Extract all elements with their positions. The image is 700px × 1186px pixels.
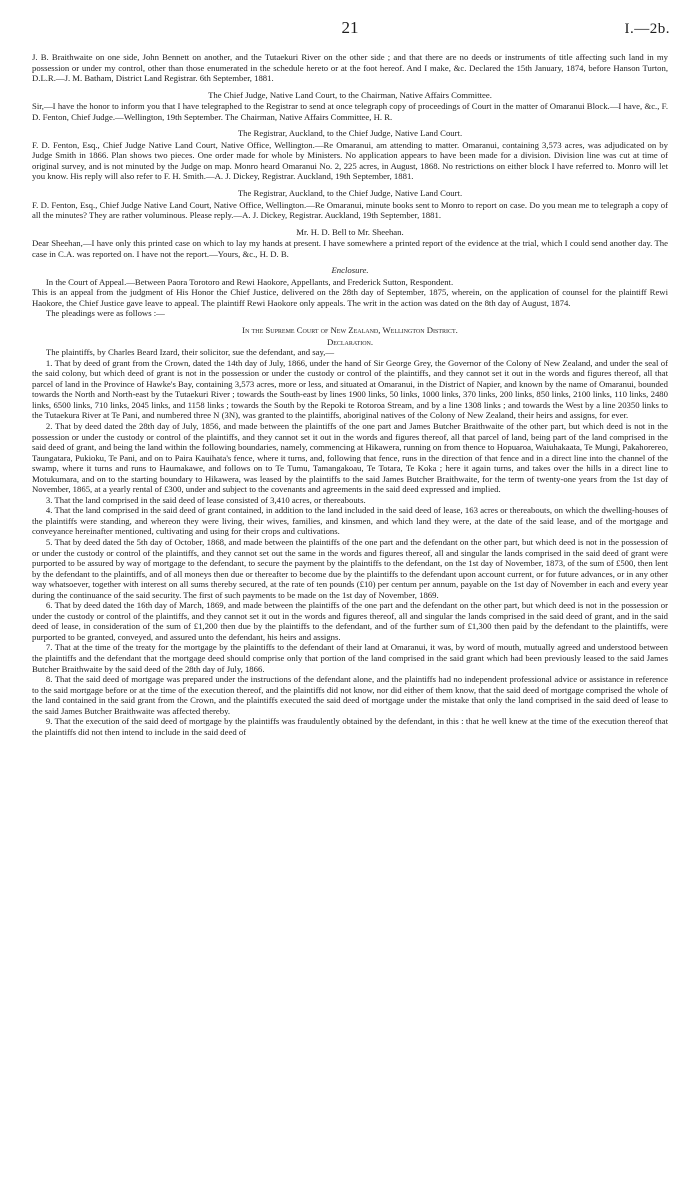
clause-8: 8. That the said deed of mortgage was prepared under the instructions of the defendant alone, and the plaintiffs had no independent professional advice or assistance in reference to the said mortgage before or at the time of the execution thereof, and the plaintiffs did not know, nor did either of them know, that the said deed of mortgage comprised the whole of the land contained in the said grant from the Crown, and the plaintiffs executed the said deed of mortgage under the mistake that only the land comprised in the said deed of lease to the said James Butcher Braithwaite was affected thereby. [32,674,668,716]
clause-7: 7. That at the time of the treaty for the mortgage by the plaintiffs to the defendant of their land at Omaranui, it was, by word of mouth, mutually agreed and understood between the plaintiffs and the defendant that the mortgage deed should comprise only that portion of the land comprised in the said grant which had been previously leased to the said James Butcher Braithwaite by the said deed of the 28th day of July, 1866. [32,642,668,674]
paragraph-chief-judge-letter: Sir,—I have the honor to inform you that I have telegraphed to the Registrar to send at once telegraph copy of proceedings of Court in the matter of Omaranui Block.—I have, &c., F. D. Fenton, Chief Judge.—Wellington, 19th September. The Chairman, Native Affairs Committee, H. R. [32,101,668,122]
paragraph-court-of-appeal: In the Court of Appeal.—Between Paora Torotoro and Rewi Haokore, Appellants, and Frederick Sutton, Respondent. [45,276,454,287]
declaration-heading: Declaration. [326,336,374,347]
clause-3: 3. That the land comprised in the said deed of lease consisted of 3,410 acres, or thereabouts. [45,494,366,505]
clause-6: 6. That by deed dated the 16th day of March, 1869, and made between the plaintiffs of the one part and the defendant on the other part, but which deed is not in the possession or under the custody or control of the plaintiffs, and they cannot set it out in the words and figures thereof, all and singular the lands comprised in the said deed of grant, and in the said deed of lease, in consideration of the sum of £1,200 then due by the plaintiffs to the defendant, and of the further sum of £1,300 then paid by the defendant to the plaintiffs, were purported to be granted, conveyed, and assured unto the defendant, his heirs and assigns. [32,600,668,642]
letter-heading-registrar-2: The Registrar, Auckland, to the Chief Judge, Native Land Court. [237,188,463,199]
letter-heading-registrar-1: The Registrar, Auckland, to the Chief Judge, Native Land Court. [237,128,463,139]
clause-1: 1. That by deed of grant from the Crown, dated the 14th day of July, 1866, under the hand of Sir George Grey, the Governor of the Colony of New Zealand, and under the seal of the said colony, but which deed of grant is not in the possession or under the custody or control of the plaintiffs, and they cannot set it out in the words and figures thereof, all that parcel of land in the Province of Hawke's Bay, containing 3,573 acres, more or less, and situated at Omaranui, in the District of Napier, and known by the name of Omaranui, bounded towards the North and North-east by the Tutaekuri River ; towards the South-east by lines 1900 links, 50 links, 1000 links, 370 links, 200 links, 850 links, 2100 links, 110 links, 2480 links, 6500 links, 710 links, 2045 links, and 1158 links ; towards the South by the Repoki te Rotoroa Stream, and by a line 1308 links ; and towards the West by a line 20350 links to the Tutaekura River at Te Pani, and numbered three N (3N), was granted to the plaintiffs, aboriginal natives of the Colony of New Zealand, their heirs and assigns, for ever. [32,357,668,421]
clause-9: 9. That the execution of the said deed of mortgage by the plaintiffs was fraudulently obtained by the defendant, in this : that he well knew at the time of the execution thereof that the plaintiffs did not then intend to include in the said deed of [32,716,668,737]
paragraph-registrar-telegram-1: F. D. Fenton, Esq., Chief Judge Native Land Court, Native Office, Wellington.—Re Omaranui, am attending to matter. Omaranui, containing 3,573 acres, was adjudicated on by Judge Smith in 1866. Plan shows two pieces. One order made for whole by Ministers. No application appears to have been made for a division. Division line was cut at time of original survey, and is not minuted by the Judge on map. Monro heard Omaranui No. 2, 225 acres, in August, 1868. No restrictions on either block I have referred to. Monro will let you know. His reply will also refer to F. H. Smith.—A. J. Dickey, Registrar. Auckland, 19th September, 1881. [32,139,668,182]
clause-5: 5. That by deed dated the 5th day of October, 1868, and made between the plaintiffs of the one part and the defendant on the other part, but which deed is not in the possession of or under the custody or control of the plaintiffs, and they cannot set out the same in the words and figures thereof, all and singular the lands comprised in the said deed of grant were purported to be assured by way of mortgage to the defendant, to secure the payment by the plaintiffs to the defendant, on the 1st day of November, 1873, of the sum of £500, then lent by the defendant to the plaintiffs, and of all moneys then due or thereafter to become due by the plaintiffs to the defendant upon account current, or for future advances, or in any other way whatsoever, together with interest on all sums thereby secured, at the rate of ten pounds (£10) per centum per annum, payable on the 1st day of November in each and every year during the continuance of the said security. The first of such payments to be made on the 1st day of November, 1869. [32,536,668,600]
paragraph-declaration-end: J. B. Braithwaite on one side, John Bennett on another, and the Tutaekuri River on the other side ; and that there are no deeds or instruments of title affecting such land in my possession or under my control, other than those enumerated in the schedule hereto or at the foot hereof. And I make, &c. Declared the 15th January, 1874, before Hanson Turton, D.L.R.—J. M. Batham, District Land Registrar. 6th September, 1881. [32,52,668,84]
paragraph-bell-letter: Dear Sheehan,—I have only this printed case on which to lay my hands at present. I have somewhere a printed report of the evidence at the trial, which I could send another day. The case in C.A. was reported on. I have not the report.—Yours, &c., H. D. B. [32,238,668,259]
paper-reference: I.—2b. [624,21,670,37]
paragraph-plaintiffs-sue: The plaintiffs, by Charles Beard Izard, their solicitor, sue the defendant, and say,— [45,347,335,358]
clause-2: 2. That by deed dated the 28th day of July, 1856, and made between the plaintiffs of the one part and James Butcher Braithwaite of the other part, but which deed is not in the possession or under the custody or control of the plaintiffs, and they cannot set it out in the words and figures thereof, all that parcel of land, being part of the land comprised in the said deed of grant, and being the land within the following boundaries, namely, commencing at Hikawera, running on from thence to Hopuaroa, Waiuhakaata, Te Mungi, Pakahorereo, Taungatara, Pukioku, Te Pani, and on to Paira Kauihata's fence, where it turns, and, following that fence, runs in the direction of that fence and in a direct line into the channel of the swamp, where it turns and runs to Haumakawe, and follows on to Te Tumu, Tamangakoau, Te Totara, Te Koka ; here it again turns, and takes over the hills in a direct line to Motukumara, and on to the starting boundary to Hikawera, was leased by the plaintiffs to the said James Butcher Braithwaite, for the term of twenty-one years from the 1st day of November, 1865, at a yearly rental of £300, under and subject to the covenants and agreements in the said deed expressed and implied. [32,420,668,495]
paragraph-pleadings-intro: The pleadings were as follows :— [45,308,165,319]
letter-heading-bell: Mr. H. D. Bell to Mr. Sheehan. [296,226,404,237]
enclosure-heading: Enclosure. [331,265,369,276]
page-number: 21 [341,18,359,37]
paragraph-registrar-telegram-2: F. D. Fenton, Esq., Chief Judge Native Land Court, Native Office, Wellington.—Re Omaranui, minute books sent to Monro to report on case. Do you mean me to telegraph a copy of all the minutes? They are rather voluminous. Please reply.—A. J. Dickey, Registrar. Auckland, 19th September, 1881. [32,199,668,221]
paragraph-appeal-summary: This is an appeal from the judgment of His Honor the Chief Justice, delivered on the 28th day of September, 1875, wherein, on the application of counsel for the plaintiff Rewi Haokore, the Chief Justice gave leave to appeal. The plaintiff Rewi Haokore only appeals. The writ in the action was dated on the 8th day of August, 1874. [32,287,668,308]
clause-4: 4. That the land comprised in the said deed of grant contained, in addition to the land included in the said deed of lease, 163 acres or thereabouts, on which the dwelling-houses of the plaintiffs were standing, and whereon they were living, their wives, families, and kinsmen, and which land they were, at the date of the said lease, and of the mortgage and conveyance hereinafter mentioned, cultivating and using for their crops and cultivations. [32,505,668,537]
supreme-court-heading: In the Supreme Court of New Zealand, Wellington District. [242,325,458,336]
letter-heading-chief-judge: The Chief Judge, Native Land Court, to the Chairman, Native Affairs Committee. [208,89,492,100]
